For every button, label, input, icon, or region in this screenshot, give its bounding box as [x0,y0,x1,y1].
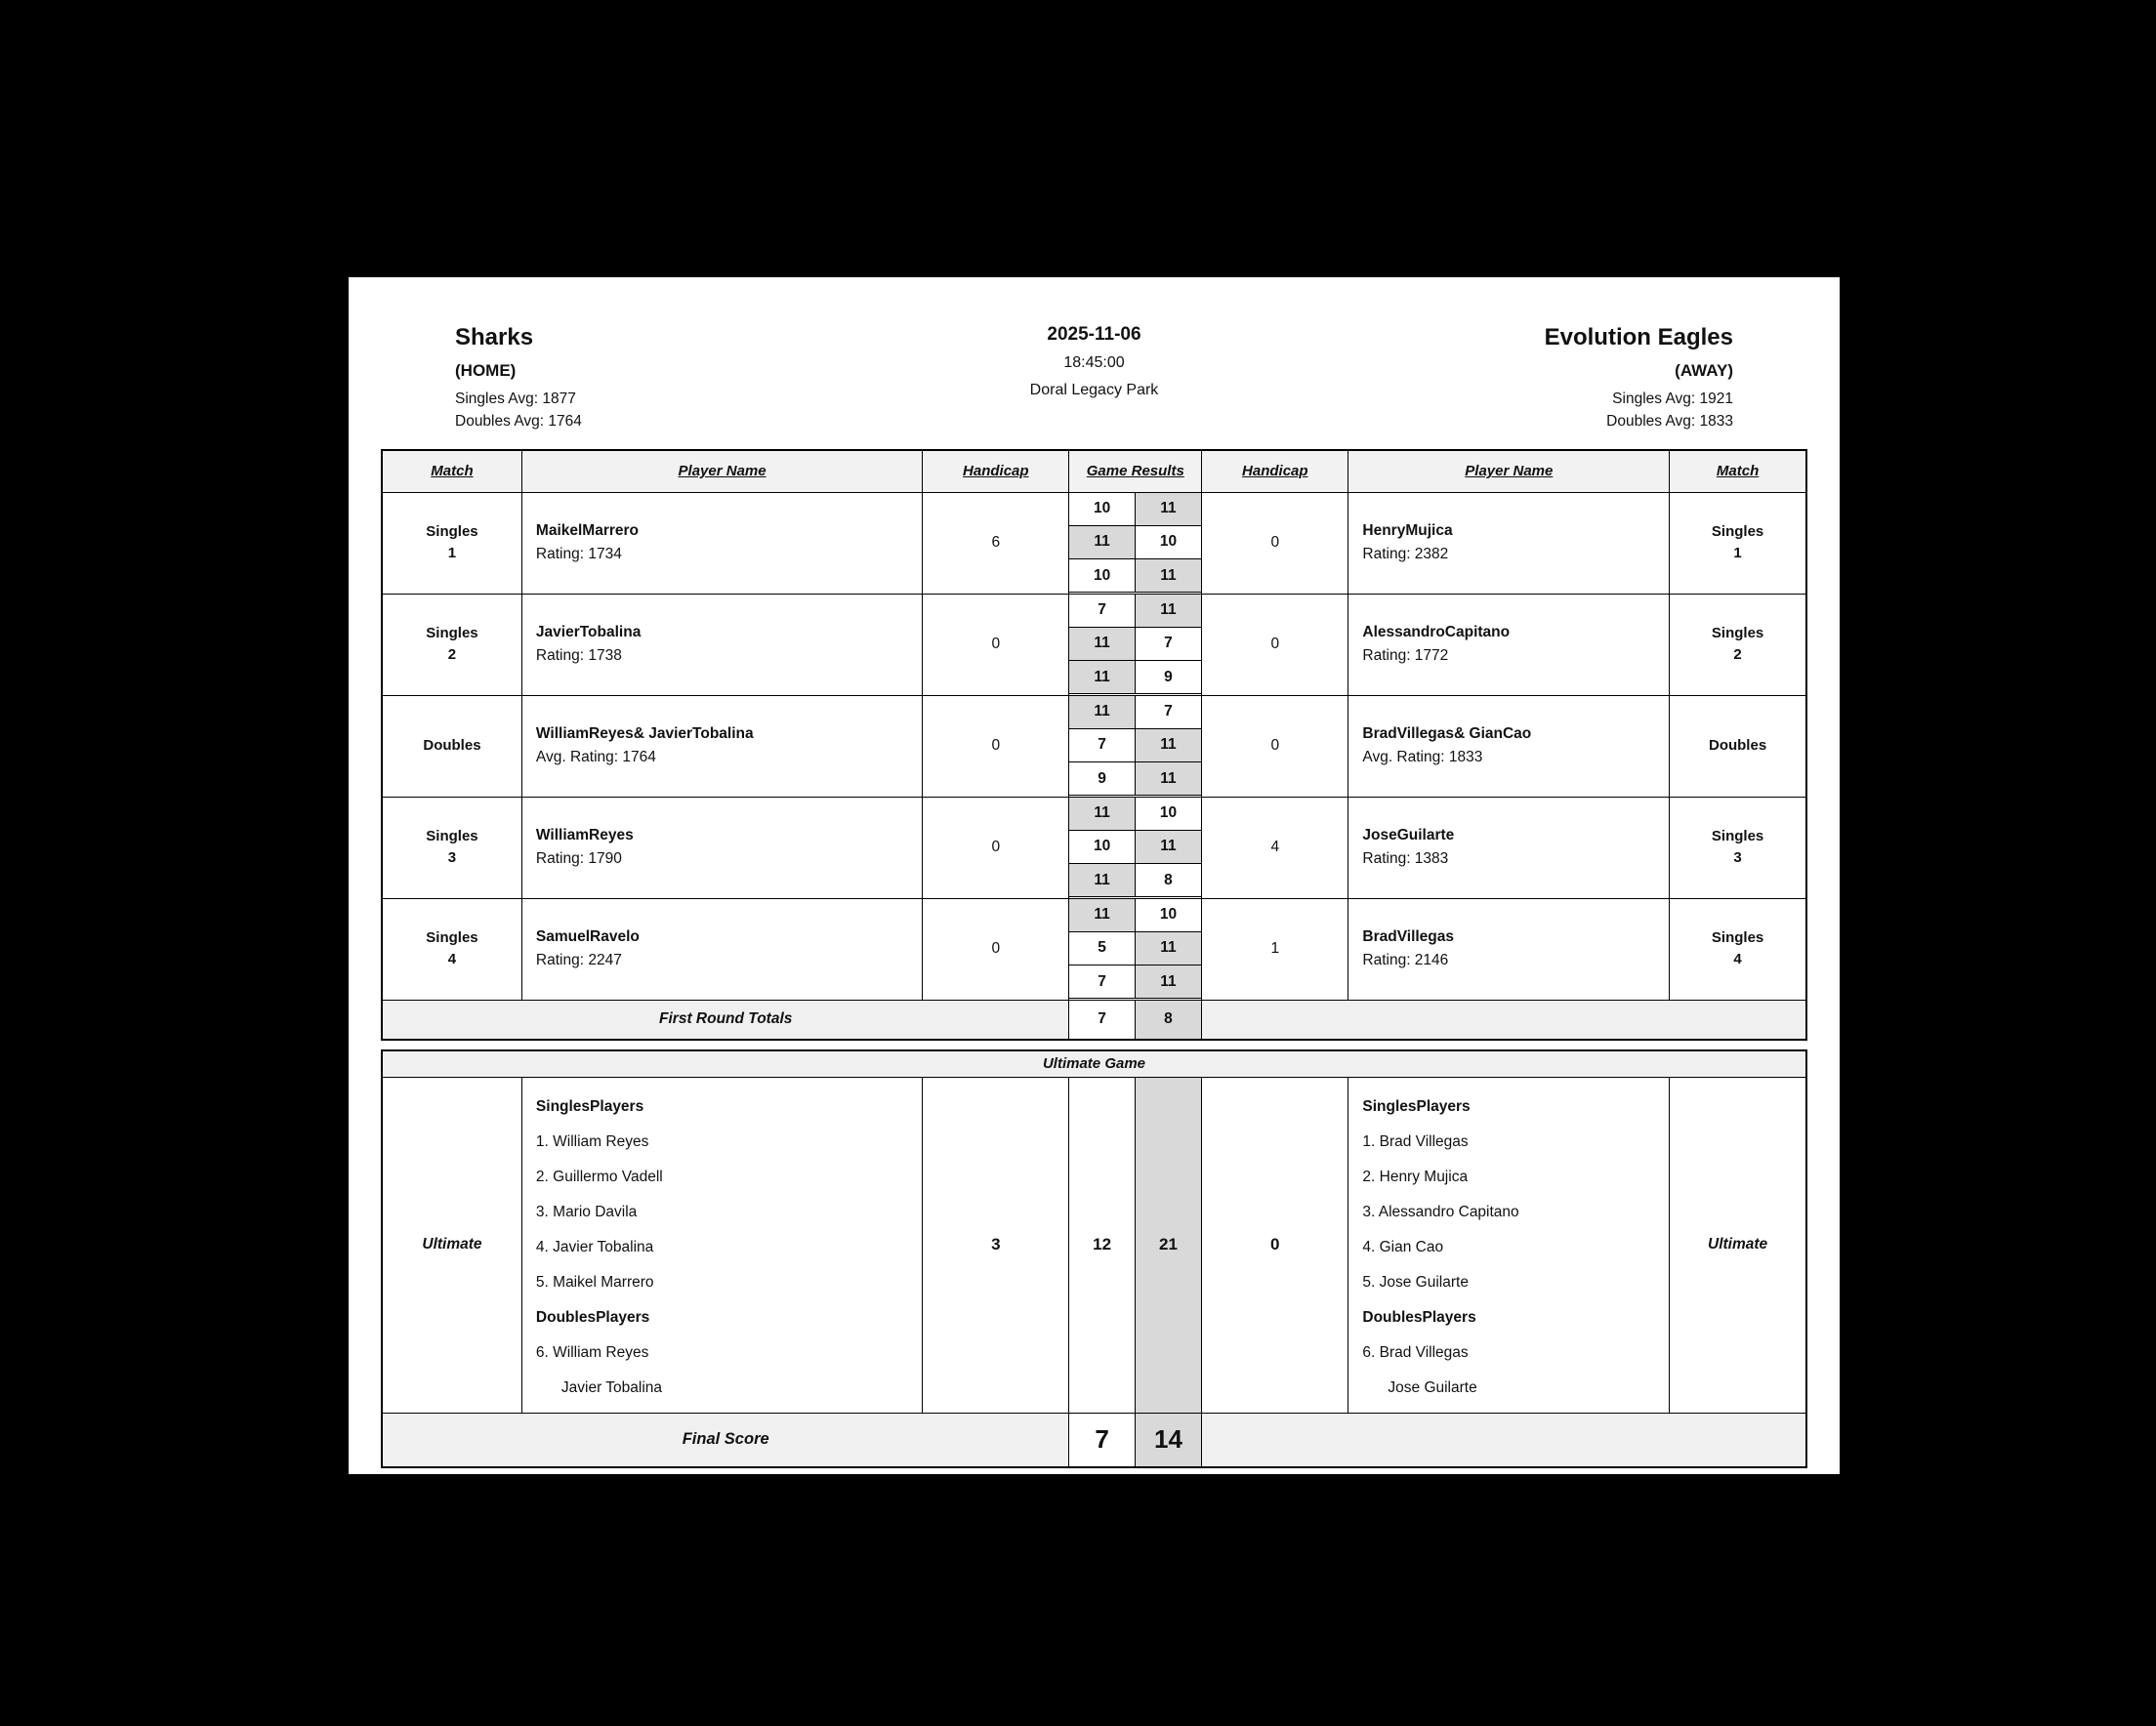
home-player-cell [522,595,923,695]
game-results-cell [1069,798,1202,898]
match-number: 2 [447,646,457,663]
match-type: Singles [426,624,478,641]
scoresheet-page [349,277,1840,1474]
singles-players-header: SinglesPlayers [1362,1097,1471,1115]
home-player-cell [522,493,923,594]
home-singles-avg: Singles Avg: 1877 [455,390,576,407]
totals-empty-cell [1202,1001,1805,1039]
home-final-score: 7 [1069,1414,1135,1466]
match-label-home [383,595,522,695]
away-team-block [1307,324,1733,433]
final-scores [1069,1414,1202,1466]
home-handicap: 6 [923,493,1069,594]
match-label-away [1670,493,1805,594]
home-game-score: 5 [1069,932,1135,966]
player-rating: Rating: 1790 [535,850,622,867]
game-pair [1069,661,1201,694]
away-game-score: 8 [1136,864,1201,897]
away-doubles-avg: Doubles Avg: 1833 [1606,413,1733,431]
list-item: 6. Brad Villegas [1362,1343,1469,1361]
ultimate-row [383,1078,1805,1414]
away-handicap: 1 [1202,899,1348,1000]
home-game-score: 11 [1069,628,1135,661]
game-pair [1069,696,1201,729]
home-game-score: 10 [1069,831,1135,864]
game-pair [1069,798,1201,831]
ultimate-home-handicap: 3 [923,1078,1069,1413]
away-game-score: 11 [1136,831,1201,864]
home-game-score: 11 [1069,798,1135,831]
player-name: HenryMujica [1362,522,1453,539]
game-pair [1069,831,1201,864]
list-item: 6. William Reyes [535,1343,649,1361]
player-name: JavierTobalina [535,624,642,640]
ultimate-home-players [522,1078,923,1413]
player-rating: Rating: 2382 [1362,546,1449,562]
home-game-score: 11 [1069,526,1135,559]
match-label-home [383,798,522,898]
away-handicap: 0 [1202,493,1348,594]
away-handicap: 4 [1202,798,1348,898]
game-pair [1069,729,1201,762]
list-item: 1. Brad Villegas [1362,1132,1469,1150]
home-game-score: 11 [1069,864,1135,897]
match-type: Singles [1711,928,1764,946]
ultimate-score-pair [1069,1078,1201,1413]
game-results-cell [1069,493,1202,594]
home-player-cell [522,798,923,898]
col-header-player-away: Player Name [1348,451,1670,492]
match-type: Singles [1711,624,1764,641]
away-player-cell [1348,899,1670,1000]
match-type: Singles [1711,522,1764,540]
match-label-away [1670,595,1805,695]
game-pair [1069,526,1201,559]
game-pair [1069,899,1201,932]
home-handicap: 0 [923,595,1069,695]
away-game-score: 11 [1136,729,1201,762]
event-date: 2025-11-06 [1047,324,1141,345]
list-item: 2. Henry Mujica [1362,1168,1469,1185]
match-row-singles-2 [383,595,1805,696]
home-game-score: 11 [1069,696,1135,729]
game-pair [1069,628,1201,661]
match-number: 4 [447,951,457,967]
col-header-handicap-away: Handicap [1202,451,1348,492]
match-type: Singles [426,928,478,946]
match-label-away [1670,798,1805,898]
away-game-score: 11 [1136,595,1201,628]
game-pair [1069,966,1201,999]
home-handicap: 0 [923,899,1069,1000]
match-row-singles-1 [383,493,1805,595]
home-game-score: 10 [1069,559,1135,593]
home-team-name: Sharks [455,324,534,350]
ultimate-game-band: Ultimate Game [383,1051,1805,1078]
player-rating: Avg. Rating: 1833 [1362,749,1483,765]
game-pair [1069,493,1201,526]
player-rating: Rating: 2247 [535,952,622,968]
match-type: Doubles [423,736,481,754]
away-game-score: 7 [1136,696,1201,729]
match-type: Singles [426,522,478,540]
match-type: Singles [1711,827,1764,844]
list-item: 3. Mario Davila [535,1203,638,1220]
match-type: Doubles [1708,736,1767,754]
home-game-score: 10 [1069,493,1135,526]
col-header-handicap-home: Handicap [923,451,1069,492]
home-game-score: 7 [1069,966,1135,999]
player-rating: Rating: 1772 [1362,647,1449,664]
doubles-players-header: DoublesPlayers [535,1308,650,1326]
match-row-singles-4 [383,899,1805,1001]
list-item: 5. Maikel Marrero [535,1273,654,1291]
player-rating: Rating: 2146 [1362,952,1449,968]
col-header-match-away: Match [1716,463,1760,479]
away-handicap: 0 [1202,595,1348,695]
list-item: 4. Javier Tobalina [535,1238,654,1255]
column-header-row [383,451,1805,493]
list-item: Javier Tobalina [560,1378,663,1396]
home-game-score: 7 [1069,595,1135,628]
home-player-cell [522,899,923,1000]
list-item: 3. Alessandro Capitano [1362,1203,1519,1220]
away-game-score: 11 [1136,493,1201,526]
match-label-home [383,493,522,594]
away-player-cell [1348,798,1670,898]
game-pair [1069,762,1201,796]
col-header-game-results: Game Results [1069,451,1202,492]
home-handicap: 0 [923,798,1069,898]
list-item: 1. William Reyes [535,1132,649,1150]
away-game-score: 10 [1136,526,1201,559]
totals-pair [1069,1001,1201,1039]
ultimate-label-home: Ultimate [383,1078,522,1413]
player-name: MaikelMarrero [535,522,640,539]
away-player-cell [1348,493,1670,594]
away-player-cell [1348,595,1670,695]
player-rating: Rating: 1734 [535,546,622,562]
ultimate-scores [1069,1078,1202,1413]
away-ultimate-score: 21 [1136,1078,1201,1413]
away-singles-avg: Singles Avg: 1921 [1612,390,1733,407]
home-handicap: 0 [923,696,1069,797]
game-pair [1069,932,1201,966]
match-number: 3 [1733,849,1742,866]
singles-players-header: SinglesPlayers [535,1097,644,1115]
home-team-block [455,324,881,433]
final-score-label: Final Score [383,1414,1069,1466]
list-item: 2. Guillermo Vadell [535,1168,663,1185]
away-player-cell [1348,696,1670,797]
doubles-players-header: DoublesPlayers [1362,1308,1476,1326]
match-type: Singles [426,827,478,844]
first-round-table [381,449,1807,1041]
game-results-cell [1069,595,1202,695]
away-game-score: 11 [1136,762,1201,796]
away-game-score: 10 [1136,899,1201,932]
first-round-totals-label: First Round Totals [383,1001,1069,1039]
away-handicap: 0 [1202,696,1348,797]
away-final-score: 14 [1136,1414,1201,1466]
player-name: AlessandroCapitano [1362,624,1511,640]
list-item: Jose Guilarte [1388,1378,1477,1396]
match-number: 1 [447,545,457,561]
ultimate-table [381,1049,1807,1468]
match-label-away [1670,899,1805,1000]
home-total-games: 7 [1069,1001,1135,1039]
match-number: 3 [447,849,457,866]
game-results-cell [1069,899,1202,1000]
home-player-cell [522,696,923,797]
player-name: WilliamReyes& JavierTobalina [535,725,754,742]
sheet-header [381,324,1807,433]
event-time: 18:45:00 [1063,354,1125,371]
match-label-home [383,899,522,1000]
away-game-score: 10 [1136,798,1201,831]
home-game-score: 9 [1069,762,1135,796]
player-rating: Avg. Rating: 1764 [535,749,656,765]
home-game-score: 7 [1069,729,1135,762]
match-label-home [383,696,522,797]
home-game-score: 11 [1069,899,1135,932]
player-name: SamuelRavelo [535,928,640,945]
away-game-score: 7 [1136,628,1201,661]
event-block [881,324,1306,433]
first-round-totals-scores [1069,1001,1202,1039]
game-pair [1069,864,1201,897]
final-empty-cell [1202,1414,1805,1466]
player-rating: Rating: 1383 [1362,850,1449,867]
col-header-match-home: Match [383,451,522,492]
first-round-totals-row [383,1001,1805,1039]
match-number: 1 [1733,545,1742,561]
match-row-doubles [383,696,1805,798]
home-ultimate-score: 12 [1069,1078,1135,1413]
ultimate-away-players [1348,1078,1670,1413]
match-number: 4 [1733,951,1742,967]
player-name: JoseGuilarte [1362,827,1455,843]
game-pair [1069,595,1201,628]
player-name: WilliamReyes [535,827,634,843]
away-game-score: 11 [1136,932,1201,966]
player-rating: Rating: 1738 [535,647,622,664]
match-number: 2 [1733,646,1742,663]
table-gap [381,1041,1807,1049]
away-game-score: 11 [1136,559,1201,593]
col-header-player-home: Player Name [522,451,923,492]
event-venue: Doral Legacy Park [1029,382,1159,398]
list-item: 4. Gian Cao [1362,1238,1444,1255]
game-results-cell [1069,696,1202,797]
home-game-score: 11 [1069,661,1135,694]
ultimate-away-handicap: 0 [1202,1078,1348,1413]
away-team-role: (AWAY) [1675,361,1733,380]
final-score-pair [1069,1414,1201,1466]
player-name: BradVillegas& GianCao [1362,725,1532,742]
home-doubles-avg: Doubles Avg: 1764 [455,413,582,431]
away-total-games: 8 [1136,1001,1201,1039]
away-game-score: 11 [1136,966,1201,999]
match-label-away [1670,696,1805,797]
final-score-row [383,1414,1805,1466]
player-name: BradVillegas [1362,928,1455,945]
away-team-name: Evolution Eagles [1544,324,1733,350]
match-row-singles-3 [383,798,1805,899]
game-pair [1069,559,1201,593]
home-team-role: (HOME) [455,361,517,380]
away-game-score: 9 [1136,661,1201,694]
ultimate-label-away: Ultimate [1708,1236,1768,1253]
list-item: 5. Jose Guilarte [1362,1273,1469,1291]
